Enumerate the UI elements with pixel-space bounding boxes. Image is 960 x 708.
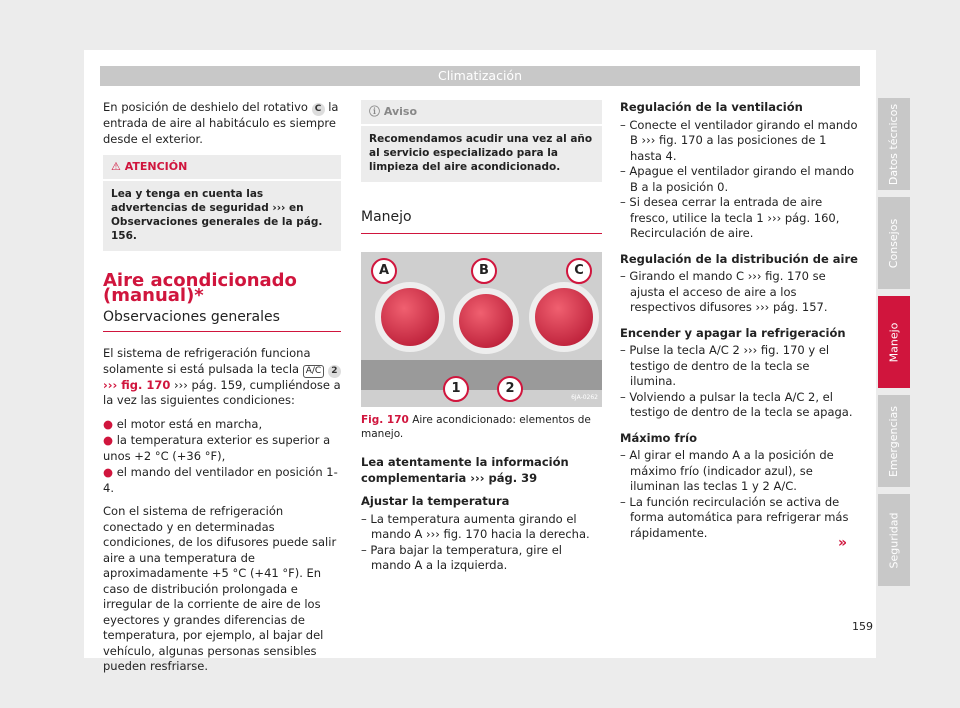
adjust-title: Ajustar la temperatura (361, 494, 510, 508)
knob-c-marker: C (312, 103, 325, 116)
paragraph-2: Con el sistema de refrigeración conectado y en determinadas condiciones, de los difusores puede salir aire a una temperatura de aproximadamente +5 °C (+41 °F). En caso de distribución prolongada e irregular de la corriente de aire de los eyectores y grandes diferencias de temperatura, por ejemplo, al bajar del vehículo, algunas personas sensibles pueden resfriarse. (103, 504, 337, 673)
knob-a (375, 282, 445, 352)
column-2 (361, 100, 602, 574)
list-item: – Al girar el mando A a la posición de máximo frío (indicador azul), se iluminan las teclas 1 y 2 A/C. (620, 448, 834, 493)
intro-paragraph: En posición de deshielo del rotativo C la entrada de aire al habitáculo es siempre desde el exterior. (103, 100, 339, 146)
continue-arrow-icon: » (838, 535, 848, 551)
note-title: ⓘ Aviso (361, 100, 602, 126)
tab-consejos[interactable]: Consejos (878, 197, 910, 289)
list-item: ● la temperatura exterior es superior a unos +2 °C (+36 °F), (103, 433, 331, 463)
note-box (361, 100, 602, 182)
section-title: Aire acondicionado (manual)* (103, 269, 297, 306)
list-item: – La función recirculación se activa de forma automática para refrigerar más rápidamente. (620, 494, 849, 540)
vent-title: Regulación de la ventilación (620, 100, 803, 114)
read-info: Lea atentamente la información complementaria ››› pág. 39 (361, 455, 569, 485)
list-item: – Conecte el ventilador girando el mando B ››› fig. 170 a las posiciones de 1 hasta 4. (620, 117, 858, 163)
figure-caption: Fig. 170 Aire acondicionado: elementos de manejo. (361, 414, 591, 440)
subsection-title: Observaciones generales (103, 308, 280, 325)
warning-title: ⚠ ATENCIÓN (103, 155, 341, 181)
figure-code: 6JA-0262 (571, 393, 598, 401)
paragraph-1: El sistema de refrigeración funciona solamente si está pulsada la tecla A/C 2 ››› fig. 170 ››› pág. 159, cumpliéndose a la vez las siguientes condiciones: (103, 346, 341, 407)
button-strip (361, 360, 602, 390)
list-item: – Volviendo a pulsar la tecla A/C 2, el testigo de dentro de la tecla se apaga. (620, 389, 853, 419)
dist-title: Regulación de la distribución de aire (620, 251, 858, 266)
list-item: ● el motor está en marcha, (103, 416, 263, 431)
warning-body: Lea y tenga en cuenta las advertencias de seguridad ››› en Observaciones generales de la pág. 156. (111, 187, 323, 242)
knob-c (529, 282, 599, 352)
list-item: – Girando el mando C ››› fig. 170 se ajusta el acceso de aire a los respectivos difusores ››› pág. 157. (620, 269, 828, 314)
knob-b (453, 288, 519, 354)
fig-ref-link[interactable]: ››› fig. 170 (103, 377, 171, 392)
section-title-manejo: Manejo (361, 208, 412, 225)
tab-manejo[interactable]: Manejo (878, 296, 910, 388)
label-c: C (566, 258, 592, 284)
list-item: ● el mando del ventilador en posición 1-4. (103, 465, 338, 495)
max-title: Máximo frío (620, 430, 697, 445)
list-item: – Pulse la tecla A/C 2 ››› fig. 170 y el testigo de dentro de la tecla se ilumina. (620, 343, 830, 388)
list-item: – Apague el ventilador girando el mando B a la posición 0. (620, 164, 855, 194)
ac-key: A/C (303, 365, 324, 378)
ac-controls-figure (361, 252, 602, 407)
tab-datos-tecnicos[interactable]: Datos técnicos (878, 98, 910, 190)
label-a: A (371, 258, 397, 284)
label-1: 1 (443, 376, 469, 402)
label-b: B (471, 258, 497, 284)
list-item: – Para bajar la temperatura, gire el mando A a la izquierda. (361, 542, 562, 572)
tab-emergencias[interactable]: Emergencias (878, 395, 910, 487)
column-3 (620, 100, 858, 541)
warning-box (103, 155, 341, 251)
button-2-marker: 2 (328, 365, 341, 378)
cool-title: Encender y apagar la refrigeración (620, 325, 846, 340)
label-2: 2 (497, 376, 523, 402)
page-number: 159 (852, 620, 873, 633)
column-1 (103, 100, 341, 683)
side-tabs (878, 98, 910, 593)
page-header: Climatización (100, 66, 860, 86)
list-item: – Si desea cerrar la entrada de aire fresco, utilice la tecla 1 ››› pág. 160, Recirculación de aire. (620, 195, 840, 240)
tab-seguridad[interactable]: Seguridad (878, 494, 910, 586)
list-item: – La temperatura aumenta girando el mando A ››› fig. 170 hacia la derecha. (361, 511, 590, 541)
conditions-list (103, 417, 341, 497)
note-body: Recomendamos acudir una vez al año al servicio especializado para la limpieza del aire acondicionado. (369, 132, 593, 173)
